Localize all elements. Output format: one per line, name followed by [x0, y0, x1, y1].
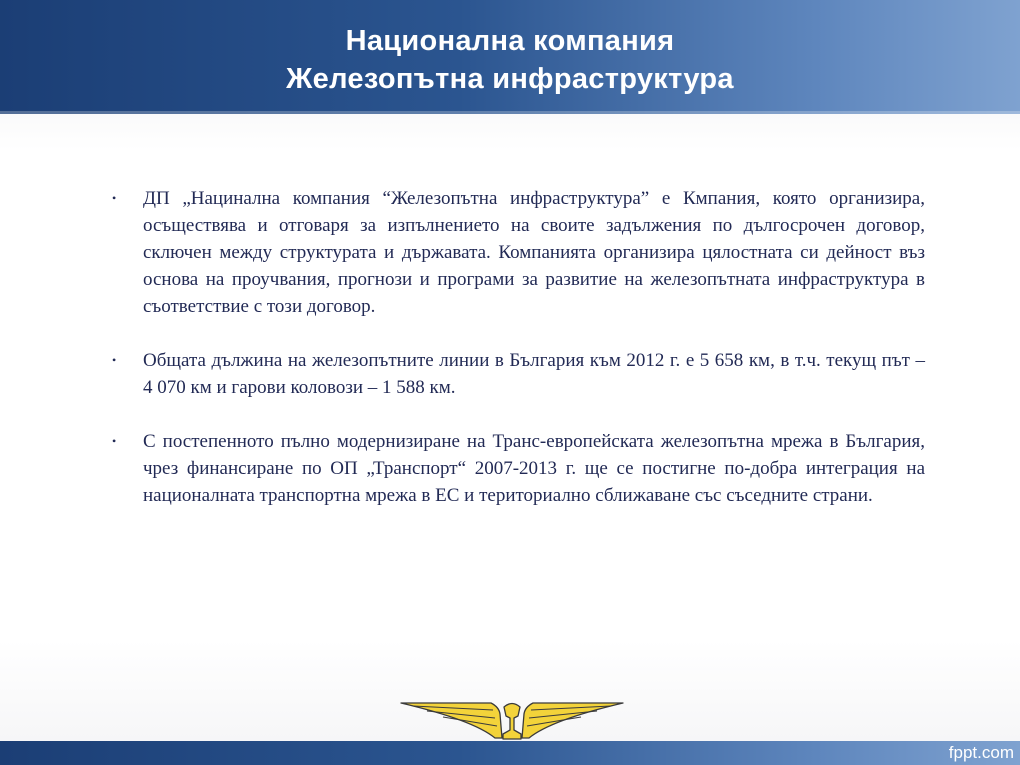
bullet-text-2: Общата дължина на железопътните линии в България към 2012 г. е 5 658 км, в т.ч. текущ път – 4 070 км и гарови коловози – 1 588 км. — [143, 350, 925, 398]
bullet-text-1: ДП „Нациналнa компания “Железопътна инфраструктура” е Кмпания, която организира, осъществява и отговаря за изпълнението на своите задължения по дългосрочен договор, сключен между структурата и държавата. Компанията организира цялостната си дейност въз основа на проучвания, прогнози и програми за развитие на железопътната инфраструктура в съответствие с този договор. — [143, 188, 925, 317]
bullet-item-2 — [110, 347, 925, 401]
slide-footer — [0, 741, 1020, 765]
slide-title-line-2: Железопътна инфраструктура — [286, 63, 734, 95]
watermark-text: fppt.com — [948, 743, 1014, 762]
bullet-glyph: • — [112, 191, 117, 205]
slide-title — [0, 22, 1020, 98]
bullet-glyph: • — [112, 353, 117, 367]
winged-rail-logo-icon — [399, 698, 625, 744]
bullet-item-3 — [110, 428, 925, 509]
bullet-text-3: С постепенното пълно модернизиране на Транс-европейската железопътна мрежа в България, чрез финансиране по ОП „Транспорт“ 2007-2013 г. ще се постигне по-добра интеграция на националната транспортна мрежа в ЕС и териториално сближаване със съседните страни. — [143, 431, 925, 506]
bullet-item-1 — [110, 185, 925, 320]
bullet-list — [110, 185, 925, 536]
slide-header — [0, 0, 1020, 114]
bullet-glyph: • — [112, 434, 117, 448]
slide-title-line-1: Национална компания — [345, 25, 675, 57]
